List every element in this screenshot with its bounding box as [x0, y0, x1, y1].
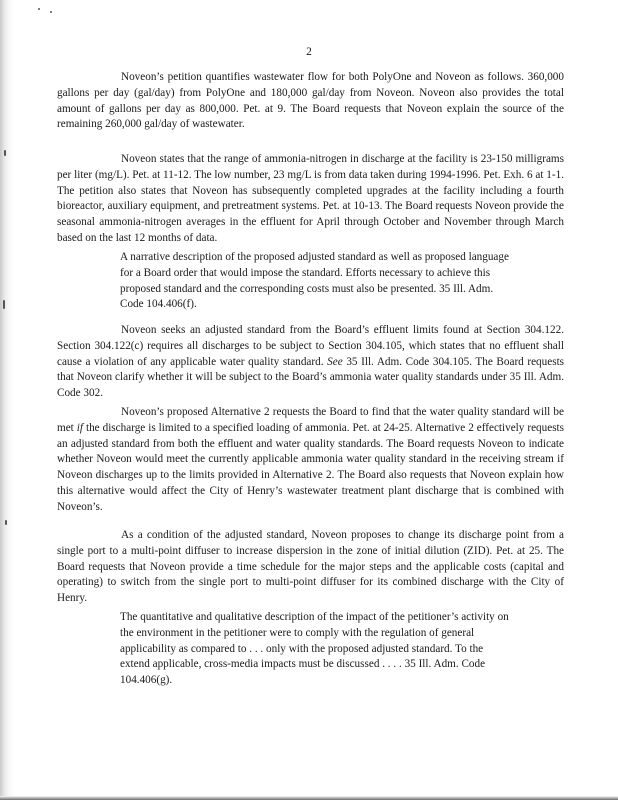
quote-narrative-description: A narrative description of the proposed adjusted standard as well as proposed language for a Board order that would impose the standard. Efforts necessary to achieve this proposed standard and the corresponding costs must also be presented. 35 Ill. Adm. Code 104.406(f). [120, 251, 509, 311]
paragraph-effluent-limits [57, 323, 564, 402]
paragraph-ammonia-range: Noveon states that the range of ammonia-nitrogen in discharge at the facility is 23-150 milligrams per liter (mg/L). Pet. at 11-12. The low number, 23 mg/L is from data taken during 1994-1996. Pet. Exh. 6 at 1-1. The petition also states that Noveon has subsequently completed upgrades at the facility including a fourth bioreactor, auxiliary equipment, and pretreatment systems. Pet. at 10-13. The Board requests Noveon provide the seasonal ammonia-nitrogen averages in the effluent for April through October and November through March based on the last 12 months of data. [57, 153, 564, 244]
scan-speck [4, 150, 6, 156]
scan-left-edge [0, 0, 14, 800]
scan-speck [38, 8, 40, 10]
paragraph-text: Noveon seeks an adjusted standard from the Board’s effluent limits found at Section 304.122. Section 304.122(c) requires all discharges to be subject to Section 304.105, which states that no effluent shall cause a violation of any applicable water quality standard. [57, 324, 564, 368]
quote-impact-description: The quantitative and qualitative description of the impact of the petitioner’s activity on the environment in the petitioner were to comply with the regulation of general applicability as compared to . . . only with the proposed adjusted standard. To the extend applicable, cross-media impacts must be discussed . . . . 35 Ill. Adm. Code 104.406(g). [120, 611, 509, 687]
paragraph-wastewater-flow: Noveon’s petition quantifies wastewater flow for both PolyOne and Noveon as follows. 360,000 gallons per day (gal/day) from PolyOne and 180,000 gal/day from Noveon. Noveon also provides the total amount of gallons per day as 800,000. Pet. at 9. The Board requests that Noveon explain the source of the remaining 260,000 gal/day of wastewater. [57, 71, 564, 131]
if-emphasis: if [76, 421, 83, 434]
paragraph-alternative-2 [57, 405, 564, 516]
page-number: 2 [306, 46, 312, 58]
paragraph-text: Noveon’s proposed Alternative 2 requests the Board to find that the water quality standard will be met [57, 406, 564, 434]
paragraph-text: 35 Ill. Adm. Code 304.105. The Board requests that Noveon clarify whether it will be subject to the Board’s ammonia water quality standards under 35 Ill. Adm. Code 302. [57, 355, 565, 400]
paragraph-discharge-point: As a condition of the adjusted standard, Noveon proposes to change its discharge point from a single port to a multi-point diffuser to increase dispersion in the zone of initial dilution (ZID). Pet. at 25. The Board requests that Noveon provide a time schedule for the major steps and the applicable costs (capital and operating) to switch from the single port to multi-point diffuser for its combined discharge with the City of Henry. [57, 529, 564, 605]
scan-speck [50, 11, 52, 13]
paragraph-text: the discharge is limited to a specified loading of ammonia. Pet. at 24-25. Alternative 2 effectively requests an adjusted standard from both the effluent and water quality standards. The Board requests Noveon to indicate whether Noveon would meet the currently applicable ammonia water quality standard in the receiving stream if Noveon discharges up to the limits provided in Alternative 2. The Board also requests that Noveon explain how this alternative would affect the City of Henry’s wastewater treatment plant discharge that is combined with Noveon’s. [57, 421, 565, 513]
scan-bottom-edge [0, 796, 618, 800]
see-signal: See [327, 355, 343, 368]
scan-speck [5, 520, 7, 525]
scan-speck [3, 300, 5, 309]
